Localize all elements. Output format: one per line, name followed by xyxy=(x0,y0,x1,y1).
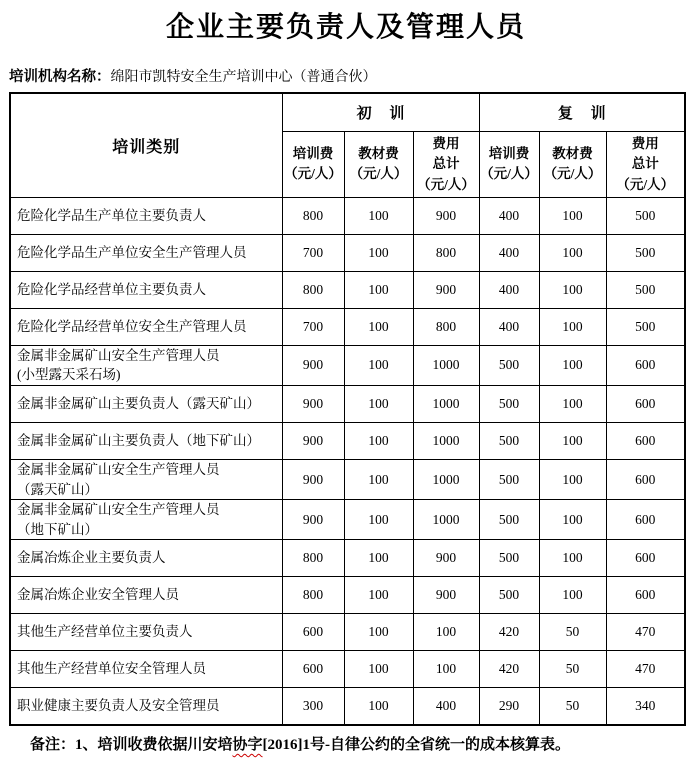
category-cell: 其他生产经营单位主要负责人 xyxy=(10,614,282,651)
fee-cell: 600 xyxy=(606,423,685,460)
fee-cell: 400 xyxy=(479,234,539,271)
initial-total-fee-header: 费用 总计 （元/人） xyxy=(413,131,479,197)
category-cell: 金属非金属矿山安全生产管理人员 （露天矿山） xyxy=(10,460,282,500)
fee-cell: 700 xyxy=(282,308,344,345)
retraining-total-fee-header: 费用 总计 （元/人） xyxy=(606,131,685,197)
fee-cell: 500 xyxy=(479,500,539,540)
category-column-header: 培训类别 xyxy=(10,93,282,197)
fee-cell: 100 xyxy=(413,651,479,688)
table-row xyxy=(10,651,685,688)
fee-cell: 1000 xyxy=(413,423,479,460)
table-row xyxy=(10,197,685,234)
fee-cell: 100 xyxy=(539,271,606,308)
footnote-suffix: [2016]1号-自律公约的全省统一的成本核算表。 xyxy=(262,736,571,753)
fee-cell: 100 xyxy=(413,614,479,651)
org-name-label: 培训机构名称： xyxy=(9,68,111,85)
fee-cell: 600 xyxy=(606,460,685,500)
fee-cell: 100 xyxy=(344,423,413,460)
category-cell: 金属非金属矿山安全生产管理人员 (小型露天采石场) xyxy=(10,345,282,385)
fee-cell: 100 xyxy=(539,577,606,614)
fee-cell: 1000 xyxy=(413,386,479,423)
fee-cell: 600 xyxy=(606,577,685,614)
table-row xyxy=(10,460,685,500)
fee-cell: 600 xyxy=(606,386,685,423)
retraining-group-header: 复 训 xyxy=(479,93,685,131)
fee-cell: 400 xyxy=(479,308,539,345)
fee-cell: 470 xyxy=(606,651,685,688)
footnote-spellcheck-flagged-text: 协字 xyxy=(232,736,263,753)
page-title: 企业主要负责人及管理人员 xyxy=(165,12,526,43)
fee-cell: 900 xyxy=(282,500,344,540)
fee-cell: 900 xyxy=(282,386,344,423)
fee-cell: 500 xyxy=(479,423,539,460)
category-cell: 金属冶炼企业安全管理人员 xyxy=(10,577,282,614)
fee-cell: 100 xyxy=(539,540,606,577)
fee-cell: 500 xyxy=(606,308,685,345)
table-row xyxy=(10,688,685,725)
table-row xyxy=(10,540,685,577)
initial-material-fee-header: 教材费 （元/人） xyxy=(344,131,413,197)
fee-cell: 340 xyxy=(606,688,685,725)
fee-cell: 50 xyxy=(539,651,606,688)
fee-cell: 800 xyxy=(282,577,344,614)
fee-cell: 100 xyxy=(344,308,413,345)
fee-cell: 900 xyxy=(282,460,344,500)
fee-cell: 600 xyxy=(606,500,685,540)
category-cell: 职业健康主要负责人及安全管理员 xyxy=(10,688,282,725)
fee-cell: 100 xyxy=(539,386,606,423)
table-row xyxy=(10,308,685,345)
org-name-line xyxy=(9,69,692,87)
fee-cell: 100 xyxy=(539,460,606,500)
retraining-material-fee-header: 教材费 （元/人） xyxy=(539,131,606,197)
fee-cell: 100 xyxy=(344,651,413,688)
fee-cell: 100 xyxy=(344,500,413,540)
group-header-row xyxy=(10,93,685,131)
category-cell: 危险化学品经营单位安全生产管理人员 xyxy=(10,308,282,345)
fee-cell: 500 xyxy=(606,271,685,308)
fee-cell: 100 xyxy=(344,386,413,423)
fee-cell: 470 xyxy=(606,614,685,651)
fee-cell: 900 xyxy=(282,423,344,460)
table-row xyxy=(10,345,685,385)
fee-cell: 290 xyxy=(479,688,539,725)
footnote-prefix: 备注：1、培训收费依据川安培 xyxy=(30,736,233,753)
org-name-value: 绵阳市凯特安全生产培训中心（普通合伙） xyxy=(110,69,377,85)
fee-cell: 700 xyxy=(282,234,344,271)
table-row xyxy=(10,271,685,308)
fee-cell: 100 xyxy=(539,345,606,385)
fee-cell: 100 xyxy=(344,460,413,500)
fee-cell: 100 xyxy=(539,234,606,271)
table-row xyxy=(10,500,685,540)
fee-cell: 800 xyxy=(413,234,479,271)
fee-cell: 400 xyxy=(413,688,479,725)
table-row xyxy=(10,234,685,271)
fee-cell: 1000 xyxy=(413,345,479,385)
fee-cell: 100 xyxy=(539,308,606,345)
fee-cell: 100 xyxy=(344,540,413,577)
fee-cell: 50 xyxy=(539,688,606,725)
fee-cell: 800 xyxy=(413,308,479,345)
fee-cell: 100 xyxy=(539,500,606,540)
fee-cell: 400 xyxy=(479,271,539,308)
fee-cell: 50 xyxy=(539,614,606,651)
fee-cell: 100 xyxy=(539,197,606,234)
table-row xyxy=(10,614,685,651)
fee-cell: 900 xyxy=(413,540,479,577)
fee-cell: 100 xyxy=(344,614,413,651)
fee-cell: 100 xyxy=(344,234,413,271)
category-cell: 危险化学品经营单位主要负责人 xyxy=(10,271,282,308)
fee-cell: 900 xyxy=(282,345,344,385)
footnote xyxy=(30,735,692,756)
category-cell: 危险化学品生产单位主要负责人 xyxy=(10,197,282,234)
fee-cell: 1000 xyxy=(413,460,479,500)
fee-cell: 500 xyxy=(479,345,539,385)
fee-cell: 100 xyxy=(344,688,413,725)
fee-cell: 400 xyxy=(479,197,539,234)
fee-cell: 100 xyxy=(344,271,413,308)
category-cell: 危险化学品生产单位安全生产管理人员 xyxy=(10,234,282,271)
table-row xyxy=(10,423,685,460)
fee-cell: 500 xyxy=(606,197,685,234)
initial-training-group-header: 初 训 xyxy=(282,93,479,131)
fee-cell: 500 xyxy=(606,234,685,271)
category-cell: 金属冶炼企业主要负责人 xyxy=(10,540,282,577)
category-cell: 金属非金属矿山安全生产管理人员 （地下矿山） xyxy=(10,500,282,540)
fee-cell: 100 xyxy=(344,345,413,385)
table-row xyxy=(10,577,685,614)
fee-cell: 300 xyxy=(282,688,344,725)
fee-cell: 100 xyxy=(344,577,413,614)
fee-cell: 500 xyxy=(479,386,539,423)
fee-cell: 500 xyxy=(479,460,539,500)
fee-cell: 420 xyxy=(479,651,539,688)
fee-cell: 500 xyxy=(479,540,539,577)
category-cell: 金属非金属矿山主要负责人（露天矿山） xyxy=(10,386,282,423)
fee-cell: 600 xyxy=(606,345,685,385)
fee-cell: 420 xyxy=(479,614,539,651)
fee-cell: 800 xyxy=(282,197,344,234)
fee-cell: 900 xyxy=(413,197,479,234)
fee-cell: 900 xyxy=(413,271,479,308)
fee-cell: 1000 xyxy=(413,500,479,540)
fee-cell: 600 xyxy=(606,540,685,577)
initial-training-fee-header: 培训费 （元/人） xyxy=(282,131,344,197)
retraining-fee-header: 培训费 （元/人） xyxy=(479,131,539,197)
fee-cell: 600 xyxy=(282,614,344,651)
category-cell: 其他生产经营单位安全管理人员 xyxy=(10,651,282,688)
table-body xyxy=(10,197,685,724)
table-row xyxy=(10,386,685,423)
category-cell: 金属非金属矿山主要负责人（地下矿山） xyxy=(10,423,282,460)
fee-cell: 800 xyxy=(282,271,344,308)
fee-cell: 500 xyxy=(479,577,539,614)
fee-cell: 100 xyxy=(344,197,413,234)
training-fee-table xyxy=(9,92,686,725)
fee-cell: 800 xyxy=(282,540,344,577)
fee-cell: 600 xyxy=(282,651,344,688)
fee-cell: 900 xyxy=(413,577,479,614)
fee-cell: 100 xyxy=(539,423,606,460)
